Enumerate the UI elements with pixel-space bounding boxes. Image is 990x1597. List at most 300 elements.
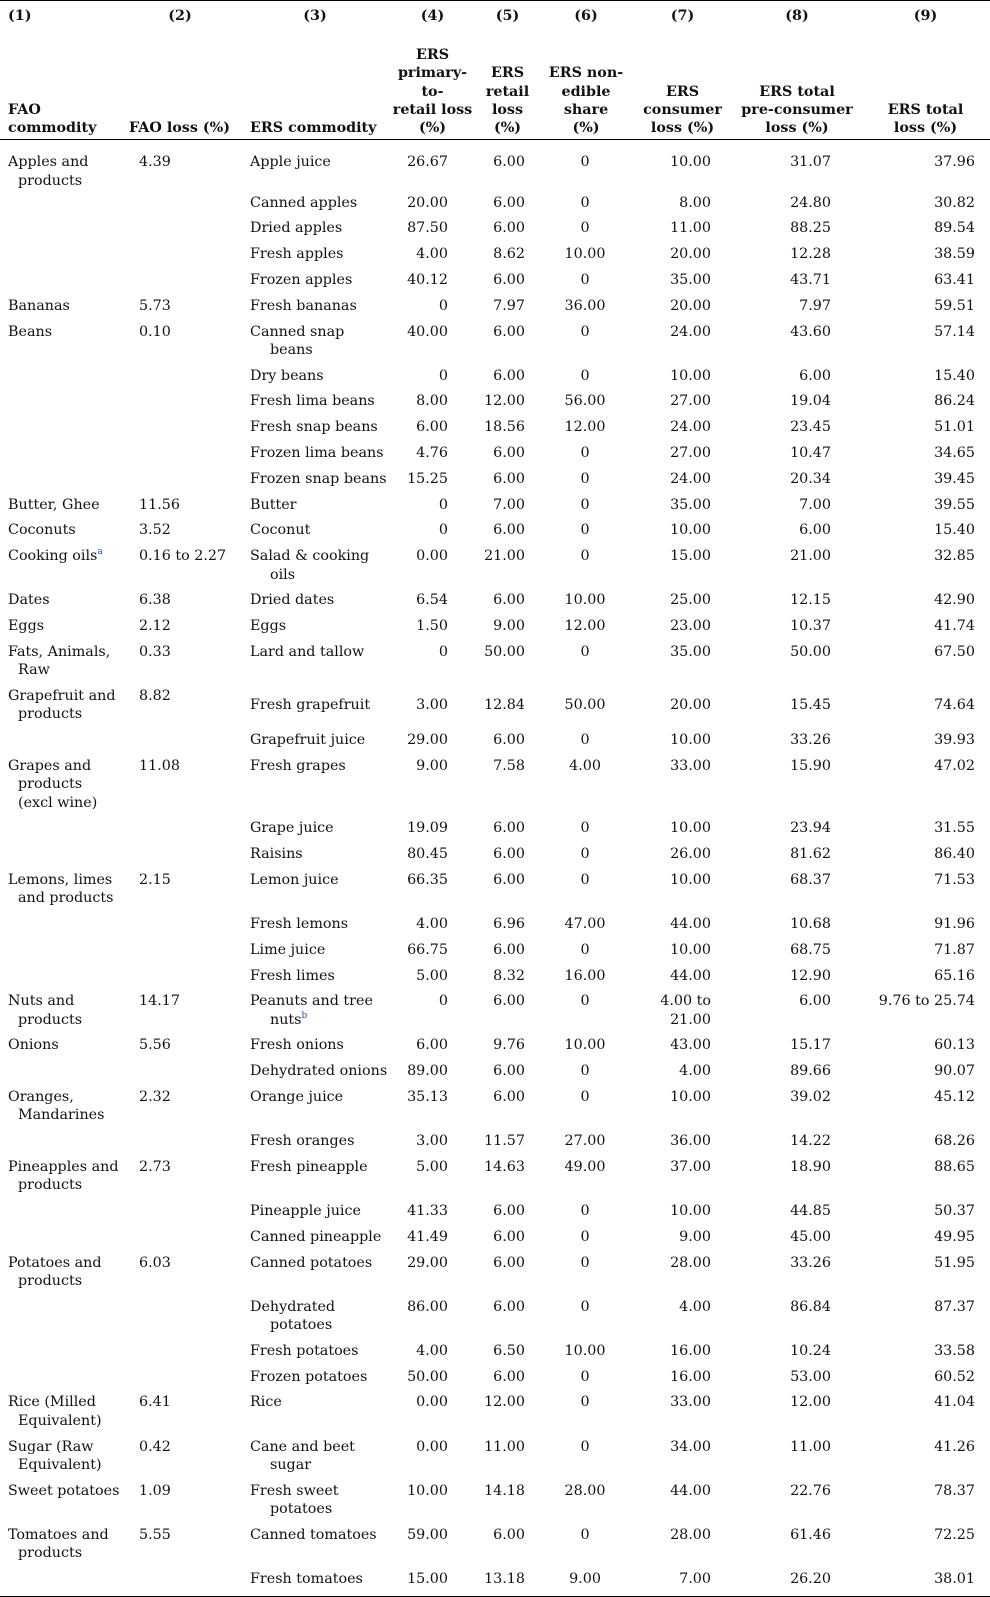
- fao-loss-cell-text: 5.73: [139, 297, 171, 314]
- value-cell: [540, 219, 632, 245]
- value-cell: [390, 591, 475, 617]
- fao-commodity-cell-text: Pineapples and products: [8, 1158, 119, 1194]
- value-cell-text: 7.97: [799, 297, 831, 314]
- value-cell-text: 71.53: [934, 871, 975, 888]
- value-cell: [540, 140, 632, 194]
- ers-commodity-cell-text: Orange juice: [250, 1089, 344, 1106]
- value-cell: [475, 1482, 540, 1526]
- value-cell-text: 40.12: [407, 271, 448, 288]
- value-cell-text: 4.00: [679, 1298, 711, 1315]
- value-cell-text: 7.00: [799, 496, 831, 513]
- fao-commodity-cell: [0, 687, 120, 731]
- value-cell-text: 6.00: [493, 220, 525, 237]
- value-cell: [861, 1342, 990, 1368]
- value-cell: [390, 1342, 475, 1368]
- table-row: [0, 941, 990, 967]
- value-cell-text: 0.00: [416, 1394, 448, 1411]
- value-cell-text: 0: [580, 271, 590, 288]
- value-cell: [390, 140, 475, 194]
- fao-commodity-cell: [0, 591, 120, 617]
- value-cell: [632, 591, 733, 617]
- value-cell: [475, 323, 540, 367]
- fao-commodity-cell: [0, 1298, 120, 1342]
- value-cell-text: 3.00: [416, 1133, 448, 1150]
- value-cell-text: 6.00: [416, 1037, 448, 1054]
- value-cell: [632, 1202, 733, 1228]
- value-cell-text: 0: [580, 522, 590, 539]
- value-cell: [733, 1202, 861, 1228]
- value-cell-text: 26.20: [790, 1570, 831, 1587]
- fao-loss-cell: [120, 1202, 240, 1228]
- table-row: [0, 140, 990, 194]
- value-cell-text: 0: [580, 367, 590, 384]
- value-cell-text: 4.00 to 21.00: [660, 993, 711, 1028]
- fao-loss-cell-text: 4.39: [139, 154, 171, 171]
- value-cell: [540, 1526, 632, 1570]
- value-cell-text: 6.00: [493, 993, 525, 1010]
- value-cell-text: 68.26: [934, 1133, 975, 1150]
- ers-commodity-cell: [240, 297, 390, 323]
- table-row: [0, 1298, 990, 1342]
- value-cell-text: 6.50: [493, 1342, 525, 1359]
- value-cell: [475, 271, 540, 297]
- value-cell: [540, 1132, 632, 1158]
- column-header-line: primary-to-: [397, 65, 468, 100]
- value-cell-text: 6.00: [493, 1063, 525, 1080]
- value-cell: [632, 521, 733, 547]
- ers-commodity-cell: [240, 521, 390, 547]
- value-cell-text: 33.00: [670, 1394, 711, 1411]
- value-cell: [540, 845, 632, 871]
- value-cell: [475, 392, 540, 418]
- value-cell-text: 89.54: [934, 220, 975, 237]
- table-row: [0, 194, 990, 220]
- value-cell: [733, 140, 861, 194]
- value-cell: [632, 819, 733, 845]
- footnote-marker[interactable]: a: [97, 547, 103, 558]
- table-row: [0, 1202, 990, 1228]
- fao-commodity-cell: [0, 521, 120, 547]
- value-cell-text: 39.02: [790, 1089, 831, 1106]
- value-cell-text: 8.62: [493, 246, 525, 263]
- table-row: [0, 323, 990, 367]
- ers-commodity-cell-text: Butter: [250, 496, 297, 513]
- value-cell-text: 15.45: [790, 697, 831, 714]
- value-cell: [475, 1202, 540, 1228]
- ers-commodity-cell: [240, 392, 390, 418]
- value-cell: [861, 297, 990, 323]
- column-number: (1): [0, 1, 120, 46]
- value-cell: [861, 547, 990, 591]
- value-cell: [733, 915, 861, 941]
- value-cell: [390, 731, 475, 757]
- column-header-line: ERS total: [887, 101, 964, 118]
- table-row: [0, 245, 990, 271]
- value-cell-text: 12.00: [484, 1394, 525, 1411]
- value-cell-text: 6.54: [416, 592, 448, 609]
- fao-loss-cell: [120, 367, 240, 393]
- value-cell-text: 6.96: [493, 915, 525, 932]
- value-cell-text: 4.00: [416, 246, 448, 263]
- value-cell-text: 0: [580, 496, 590, 513]
- fao-loss-cell: [120, 392, 240, 418]
- value-cell: [733, 1526, 861, 1570]
- value-cell: [540, 1438, 632, 1482]
- column-header-line: ERS: [665, 83, 700, 100]
- value-cell: [733, 1132, 861, 1158]
- column-header: [733, 45, 861, 140]
- fao-commodity-cell: [0, 1202, 120, 1228]
- fao-commodity-cell: [0, 871, 120, 915]
- value-cell: [861, 1062, 990, 1088]
- value-cell-text: 50.00: [484, 643, 525, 660]
- value-cell-text: 26.00: [670, 846, 711, 863]
- value-cell-text: 72.25: [934, 1526, 975, 1543]
- value-cell: [861, 271, 990, 297]
- value-cell-text: 15.40: [934, 367, 975, 384]
- value-cell: [390, 323, 475, 367]
- value-cell-text: 6.00: [493, 846, 525, 863]
- ers-commodity-cell: [240, 1088, 390, 1132]
- value-cell: [733, 1438, 861, 1482]
- table-row: [0, 470, 990, 496]
- value-cell: [733, 323, 861, 367]
- ers-commodity-cell: [240, 1036, 390, 1062]
- value-cell-text: 47.02: [934, 757, 975, 774]
- value-cell: [733, 687, 861, 731]
- value-cell: [861, 731, 990, 757]
- value-cell: [861, 1202, 990, 1228]
- value-cell: [475, 871, 540, 915]
- value-cell: [540, 271, 632, 297]
- value-cell: [632, 219, 733, 245]
- value-cell: [861, 496, 990, 522]
- value-cell-text: 24.00: [670, 419, 711, 436]
- fao-loss-cell: [120, 871, 240, 915]
- value-cell: [733, 1298, 861, 1342]
- value-cell-text: 0: [580, 1089, 590, 1106]
- value-cell: [475, 444, 540, 470]
- value-cell-text: 60.13: [934, 1037, 975, 1054]
- value-cell: [733, 271, 861, 297]
- value-cell-text: 36.00: [564, 297, 606, 314]
- value-cell-text: 1.50: [416, 618, 448, 635]
- value-cell-text: 37.00: [670, 1158, 711, 1175]
- fao-commodity-cell: [0, 1158, 120, 1202]
- ers-commodity-cell: [240, 617, 390, 643]
- value-cell-text: 42.90: [934, 592, 975, 609]
- table-row: [0, 1393, 990, 1437]
- value-cell-text: 0: [580, 1203, 590, 1220]
- value-cell: [632, 687, 733, 731]
- fao-commodity-cell: [0, 1482, 120, 1526]
- value-cell-text: 0: [580, 643, 590, 660]
- value-cell-text: 9.76 to 25.74: [878, 993, 975, 1010]
- ers-commodity-cell: [240, 367, 390, 393]
- value-cell-text: 33.58: [934, 1342, 975, 1359]
- table-row: [0, 687, 990, 731]
- value-cell-text: 38.01: [934, 1570, 975, 1587]
- value-cell: [390, 1393, 475, 1437]
- value-cell-text: 12.84: [484, 697, 525, 714]
- value-cell-text: 59.00: [407, 1526, 448, 1543]
- fao-loss-cell-text: 2.12: [139, 618, 171, 635]
- value-cell-text: 10.47: [790, 445, 831, 462]
- value-cell-text: 27.00: [670, 445, 711, 462]
- value-cell-text: 9.76: [493, 1037, 525, 1054]
- value-cell: [632, 731, 733, 757]
- fao-loss-cell: [120, 547, 240, 591]
- value-cell-text: 6.00: [493, 732, 525, 749]
- value-cell: [540, 992, 632, 1036]
- table-row: [0, 1342, 990, 1368]
- value-cell-text: 0: [580, 194, 590, 211]
- column-header-line: ERS: [415, 47, 450, 63]
- value-cell-text: 8.00: [416, 393, 448, 410]
- table-row: [0, 1036, 990, 1062]
- ers-commodity-cell-text: Salad & cooking oils: [250, 548, 370, 583]
- column-header-line: retail: [485, 83, 530, 100]
- value-cell: [733, 1228, 861, 1254]
- value-cell-text: 41.49: [407, 1228, 448, 1245]
- value-cell: [632, 1393, 733, 1437]
- fao-loss-cell: [120, 1228, 240, 1254]
- value-cell-text: 6.00: [493, 941, 525, 958]
- table-row: [0, 1228, 990, 1254]
- ers-commodity-cell: [240, 1570, 390, 1596]
- value-cell-text: 27.00: [670, 393, 711, 410]
- column-header: [861, 45, 990, 140]
- column-header-row: [0, 45, 990, 140]
- value-cell: [861, 219, 990, 245]
- value-cell: [390, 521, 475, 547]
- value-cell-text: 86.00: [407, 1298, 448, 1315]
- ers-commodity-cell-text: Peanuts and tree nuts: [250, 993, 373, 1028]
- footnote-marker[interactable]: b: [301, 1010, 308, 1021]
- ers-commodity-cell: [240, 915, 390, 941]
- value-cell-text: 12.00: [564, 419, 606, 436]
- ers-commodity-cell-text: Eggs: [250, 618, 287, 635]
- value-cell: [733, 470, 861, 496]
- value-cell: [390, 1158, 475, 1202]
- fao-loss-cell-text: 5.56: [139, 1037, 171, 1054]
- value-cell-text: 36.00: [670, 1133, 711, 1150]
- value-cell-text: 4.76: [416, 445, 448, 462]
- value-cell-text: 6.00: [493, 1298, 525, 1315]
- value-cell: [733, 219, 861, 245]
- value-cell-text: 6.00: [493, 1368, 525, 1385]
- value-cell: [390, 1088, 475, 1132]
- value-cell: [475, 941, 540, 967]
- value-cell-text: 0: [580, 470, 590, 487]
- value-cell: [861, 1368, 990, 1394]
- ers-commodity-cell: [240, 1062, 390, 1088]
- value-cell: [733, 547, 861, 591]
- value-cell: [632, 1438, 733, 1482]
- value-cell-text: 6.00: [799, 522, 831, 539]
- value-cell: [390, 687, 475, 731]
- fao-commodity-cell: [0, 1036, 120, 1062]
- value-cell-text: 35.00: [670, 271, 711, 288]
- value-cell: [540, 1088, 632, 1132]
- column-header-line: loss (%): [765, 120, 829, 137]
- value-cell-text: 61.46: [790, 1526, 831, 1543]
- table-row: [0, 547, 990, 591]
- ers-commodity-cell-text: Coconut: [250, 522, 311, 539]
- value-cell-text: 6.00: [493, 1526, 525, 1543]
- value-cell: [540, 941, 632, 967]
- fao-commodity-cell: [0, 323, 120, 367]
- value-cell: [733, 967, 861, 993]
- value-cell: [390, 1570, 475, 1596]
- value-cell: [475, 1254, 540, 1298]
- value-cell-text: 14.22: [790, 1133, 831, 1150]
- value-cell-text: 12.00: [790, 1394, 831, 1411]
- fao-commodity-cell-text: Dates: [8, 592, 50, 609]
- table-row: [0, 1132, 990, 1158]
- value-cell: [861, 1132, 990, 1158]
- value-cell-text: 44.85: [790, 1203, 831, 1220]
- value-cell-text: 19.04: [790, 393, 831, 410]
- fao-loss-cell: [120, 1438, 240, 1482]
- value-cell-text: 66.75: [407, 941, 448, 958]
- value-cell: [861, 967, 990, 993]
- fao-commodity-cell: [0, 245, 120, 271]
- value-cell-text: 18.56: [484, 419, 525, 436]
- value-cell: [540, 1202, 632, 1228]
- value-cell: [632, 444, 733, 470]
- value-cell-text: 9.00: [416, 757, 448, 774]
- value-cell-text: 4.00: [679, 1063, 711, 1080]
- value-cell: [861, 871, 990, 915]
- value-cell: [861, 1088, 990, 1132]
- value-cell-text: 10.00: [670, 941, 711, 958]
- value-cell-text: 10.00: [670, 154, 711, 171]
- table-body: [0, 140, 990, 1596]
- value-cell-text: 0: [580, 1063, 590, 1080]
- value-cell: [632, 1062, 733, 1088]
- value-cell-text: 6.00: [493, 820, 525, 837]
- value-cell-text: 0: [580, 548, 590, 565]
- table-row: [0, 643, 990, 687]
- value-cell: [632, 915, 733, 941]
- fao-loss-cell: [120, 521, 240, 547]
- value-cell-text: 47.00: [564, 915, 606, 932]
- value-cell: [632, 1526, 733, 1570]
- column-header: [540, 45, 632, 140]
- value-cell: [390, 496, 475, 522]
- ers-commodity-cell-text: Fresh snap beans: [250, 419, 378, 436]
- value-cell: [861, 1570, 990, 1596]
- value-cell-text: 43.71: [790, 271, 831, 288]
- value-cell: [632, 992, 733, 1036]
- fao-loss-cell-text: 6.41: [139, 1394, 171, 1411]
- value-cell-text: 33.26: [790, 1254, 831, 1271]
- value-cell-text: 8.00: [679, 194, 711, 211]
- value-cell-text: 91.96: [934, 915, 975, 932]
- column-number: (3): [240, 1, 390, 46]
- ers-commodity-cell: [240, 845, 390, 871]
- ers-commodity-cell-text: Grapefruit juice: [250, 732, 366, 749]
- value-cell: [475, 591, 540, 617]
- value-cell-text: 44.00: [670, 967, 711, 984]
- value-cell: [475, 1088, 540, 1132]
- value-cell: [632, 297, 733, 323]
- value-cell-text: 0: [438, 367, 448, 384]
- value-cell-text: 0: [580, 323, 590, 340]
- fao-commodity-cell: [0, 1368, 120, 1394]
- ers-commodity-cell-text: Rice: [250, 1394, 282, 1411]
- value-cell-text: 50.37: [934, 1203, 975, 1220]
- value-cell: [540, 617, 632, 643]
- table-row: [0, 521, 990, 547]
- value-cell: [475, 643, 540, 687]
- value-cell: [733, 1158, 861, 1202]
- column-header: [0, 45, 120, 140]
- fao-loss-cell: [120, 323, 240, 367]
- ers-commodity-cell: [240, 496, 390, 522]
- value-cell-text: 35.13: [407, 1089, 448, 1106]
- value-cell-text: 11.00: [484, 1438, 525, 1455]
- value-cell: [632, 1158, 733, 1202]
- fao-commodity-cell: [0, 1228, 120, 1254]
- fao-loss-cell: [120, 617, 240, 643]
- table-row: [0, 1088, 990, 1132]
- value-cell: [390, 547, 475, 591]
- value-cell-text: 10.24: [790, 1342, 831, 1359]
- value-cell: [861, 845, 990, 871]
- fao-loss-cell: [120, 757, 240, 819]
- column-header-line: FAO loss (%): [129, 120, 230, 137]
- table-row: [0, 591, 990, 617]
- ers-commodity-cell-text: Frozen apples: [250, 271, 353, 288]
- column-header-line: loss (%): [650, 120, 715, 137]
- column-header-line: loss: [491, 101, 524, 118]
- ers-commodity-cell-text: Dried apples: [250, 220, 343, 237]
- value-cell-text: 30.82: [934, 194, 975, 211]
- ers-commodity-cell-text: Fresh potatoes: [250, 1342, 359, 1359]
- value-cell: [733, 845, 861, 871]
- fao-loss-cell-text: 0.42: [139, 1438, 171, 1455]
- fao-commodity-cell-text: Sugar (Raw Equivalent): [8, 1438, 102, 1473]
- fao-commodity-cell-text: Beans: [8, 323, 53, 340]
- value-cell-text: 10.00: [564, 1342, 606, 1359]
- value-cell-text: 6.00: [493, 323, 525, 340]
- value-cell: [632, 643, 733, 687]
- value-cell-text: 10.00: [670, 871, 711, 888]
- ers-commodity-cell-text: Frozen snap beans: [250, 470, 387, 487]
- value-cell: [475, 915, 540, 941]
- fao-loss-cell: [120, 140, 240, 194]
- value-cell-text: 7.00: [493, 496, 525, 513]
- fao-commodity-cell: [0, 418, 120, 444]
- column-header: [632, 45, 733, 140]
- value-cell: [733, 992, 861, 1036]
- table-row: [0, 915, 990, 941]
- value-cell: [390, 444, 475, 470]
- column-header-line: edible: [561, 83, 611, 100]
- value-cell: [861, 194, 990, 220]
- value-cell: [475, 1036, 540, 1062]
- value-cell-text: 5.00: [416, 967, 448, 984]
- value-cell-text: 5.00: [416, 1158, 448, 1175]
- fao-loss-cell-text: 0.16 to 2.27: [139, 548, 227, 565]
- value-cell: [632, 367, 733, 393]
- value-cell: [733, 1368, 861, 1394]
- ers-commodity-cell-text: Fresh bananas: [250, 297, 357, 314]
- value-cell: [390, 418, 475, 444]
- column-number: (9): [861, 1, 990, 46]
